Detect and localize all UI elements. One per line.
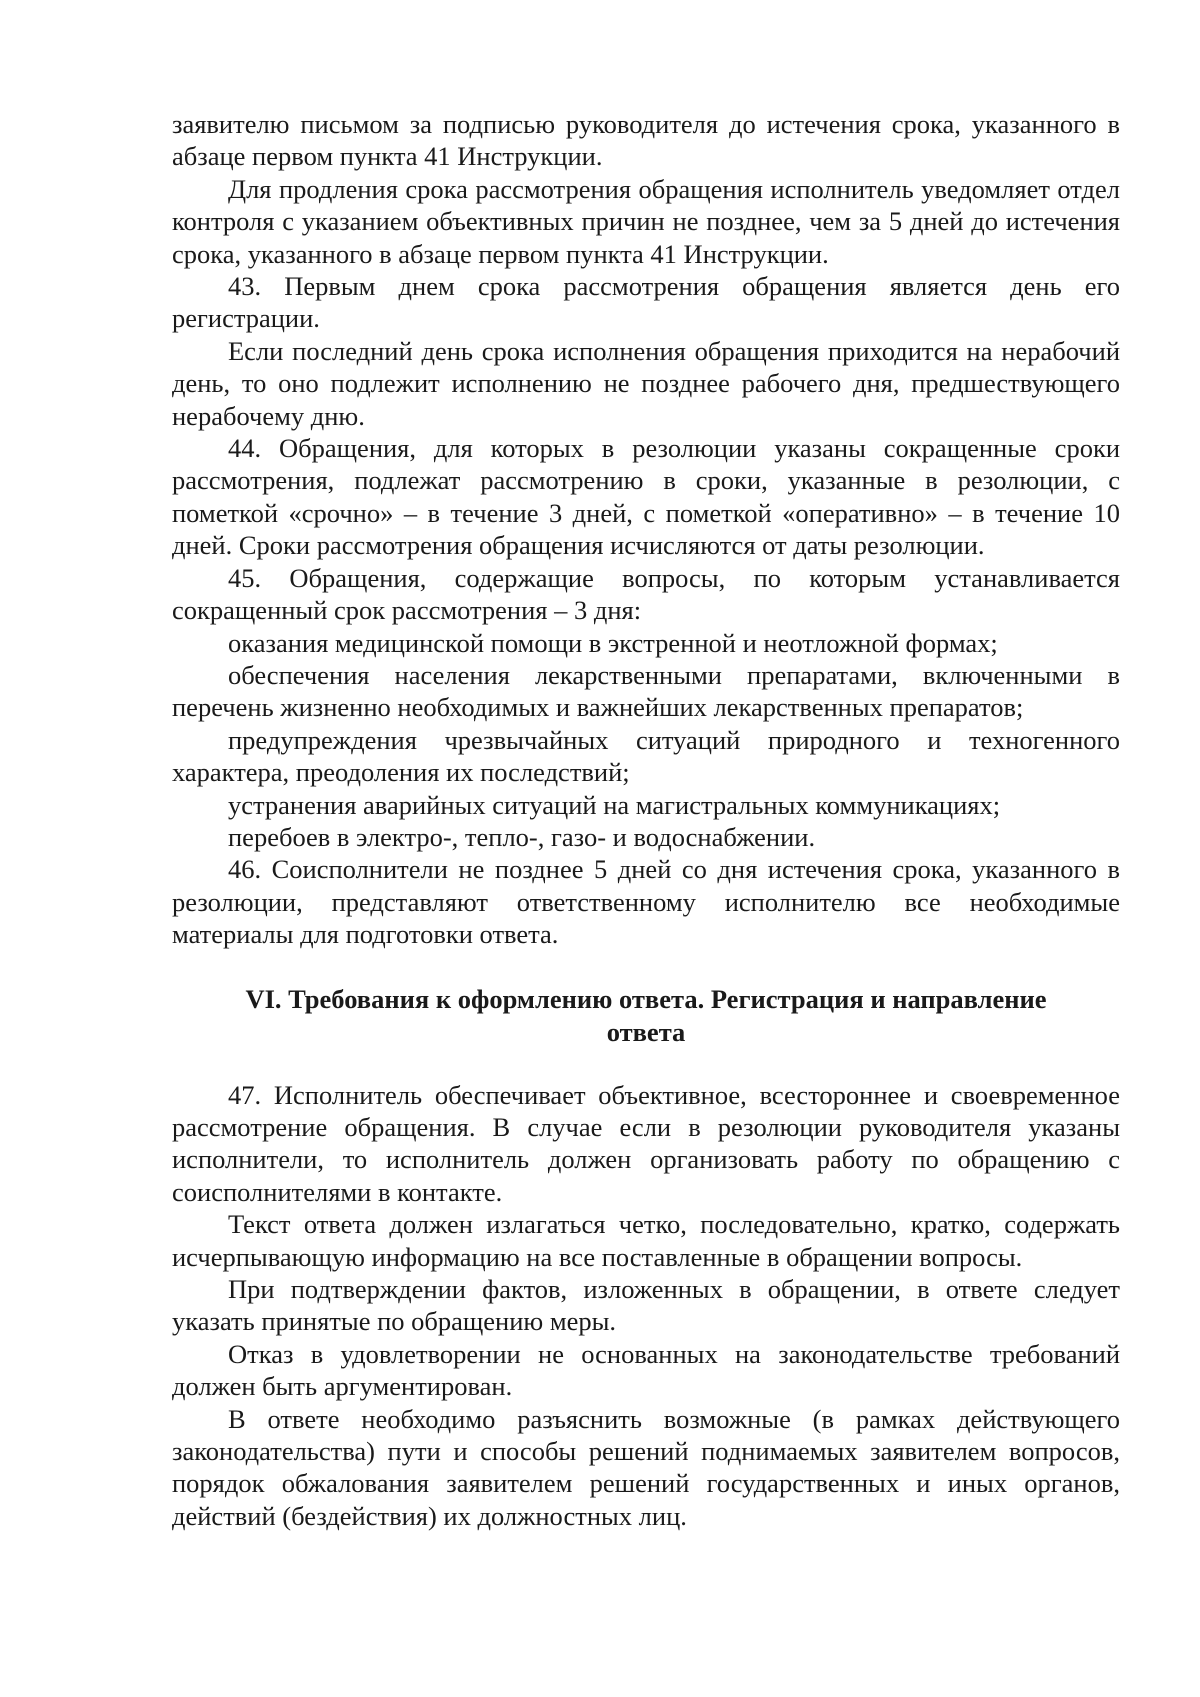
paragraph-item-45: 45. Обращения, содержащие вопросы, по которым устанавливается сокращенный срок рассмотрения – 3 дня: [172, 562, 1120, 626]
paragraph-item-43: 43. Первым днем срока рассмотрения обращения является день его регистрации. [172, 271, 1120, 334]
list-item-utility-outages: перебоев в электро-, тепло-, газо- и водоснабжении. [228, 821, 816, 852]
paragraph-item-47: 47. Исполнитель обеспечивает объективное, всестороннее и своевременное рассмотрение обращения. В случае если в резолюции руководителя указаны исполнители, то исполнитель должен организовать работу по обращению с соисполнителями в контакте. [172, 1079, 1120, 1207]
paragraph-extension-notice: Для продления срока рассмотрения обращения исполнитель уведомляет отдел контроля с указанием объективных причин не позднее, чем за 5 дней до истечения срока, указанного в абзаце первом пункта 41 Инструкции. [172, 173, 1120, 269]
paragraph-nonworking-day: Если последний день срока исполнения обращения приходится на нерабочий день, то оно подлежит исполнению не позднее рабочего дня, предшествующего нерабочему дню. [172, 335, 1120, 431]
paragraph-explanation: В ответе необходимо разъяснить возможные (в рамках действующего законодательства) пути и способы решений поднимаемых заявителем вопросов, порядок обжалования заявителем решений государственных и иных органов, действий (бездействия) их должностных лиц. [172, 1403, 1120, 1531]
document-page [172, 108, 1120, 1532]
list-item-accidents: устранения аварийных ситуаций на магистральных коммуникациях; [228, 789, 1001, 820]
paragraph-answer-text: Текст ответа должен излагаться четко, последовательно, кратко, содержать исчерпывающую информацию на все поставленные в обращении вопросы. [172, 1209, 1120, 1272]
section-heading: VI. Требования к оформлению ответа. Регистрация и направление ответа [245, 983, 1047, 1047]
paragraph-facts-confirmed: При подтверждении фактов, изложенных в обращении, в ответе следует указать принятые по обращению меры. [172, 1274, 1120, 1337]
paragraph-refusal: Отказ в удовлетворении не основанных на законодательстве требований должен быть аргументирован. [172, 1338, 1120, 1402]
list-item-medicines: обеспечения населения лекарственными препаратами, включенными в перечень жизненно необходимых и важнейших лекарственных препаратов; [172, 659, 1120, 723]
paragraph-item-44: 44. Обращения, для которых в резолюции указаны сокращенные сроки рассмотрения, подлежат рассмотрению в сроки, указанные в резолюции, с пометкой «срочно» – в течение 3 дней, с пометкой «оперативно» – в течение 10 дней. Сроки рассмотрения обращения исчисляются от даты резолюции. [172, 433, 1120, 561]
list-item-emergencies: предупреждения чрезвычайных ситуаций природного и техногенного характера, преодоления их последствий; [172, 724, 1120, 788]
list-item-medical-care: оказания медицинской помощи в экстренной и неотложной формах; [228, 627, 998, 658]
paragraph-item-46: 46. Соисполнители не позднее 5 дней со дня истечения срока, указанного в резолюции, представляют ответственному исполнителю все необходимые материалы для подготовки ответа. [172, 854, 1120, 950]
paragraph-continuation: заявителю письмом за подписью руководителя до истечения срока, указанного в абзаце первом пункта 41 Инструкции. [172, 109, 1120, 172]
